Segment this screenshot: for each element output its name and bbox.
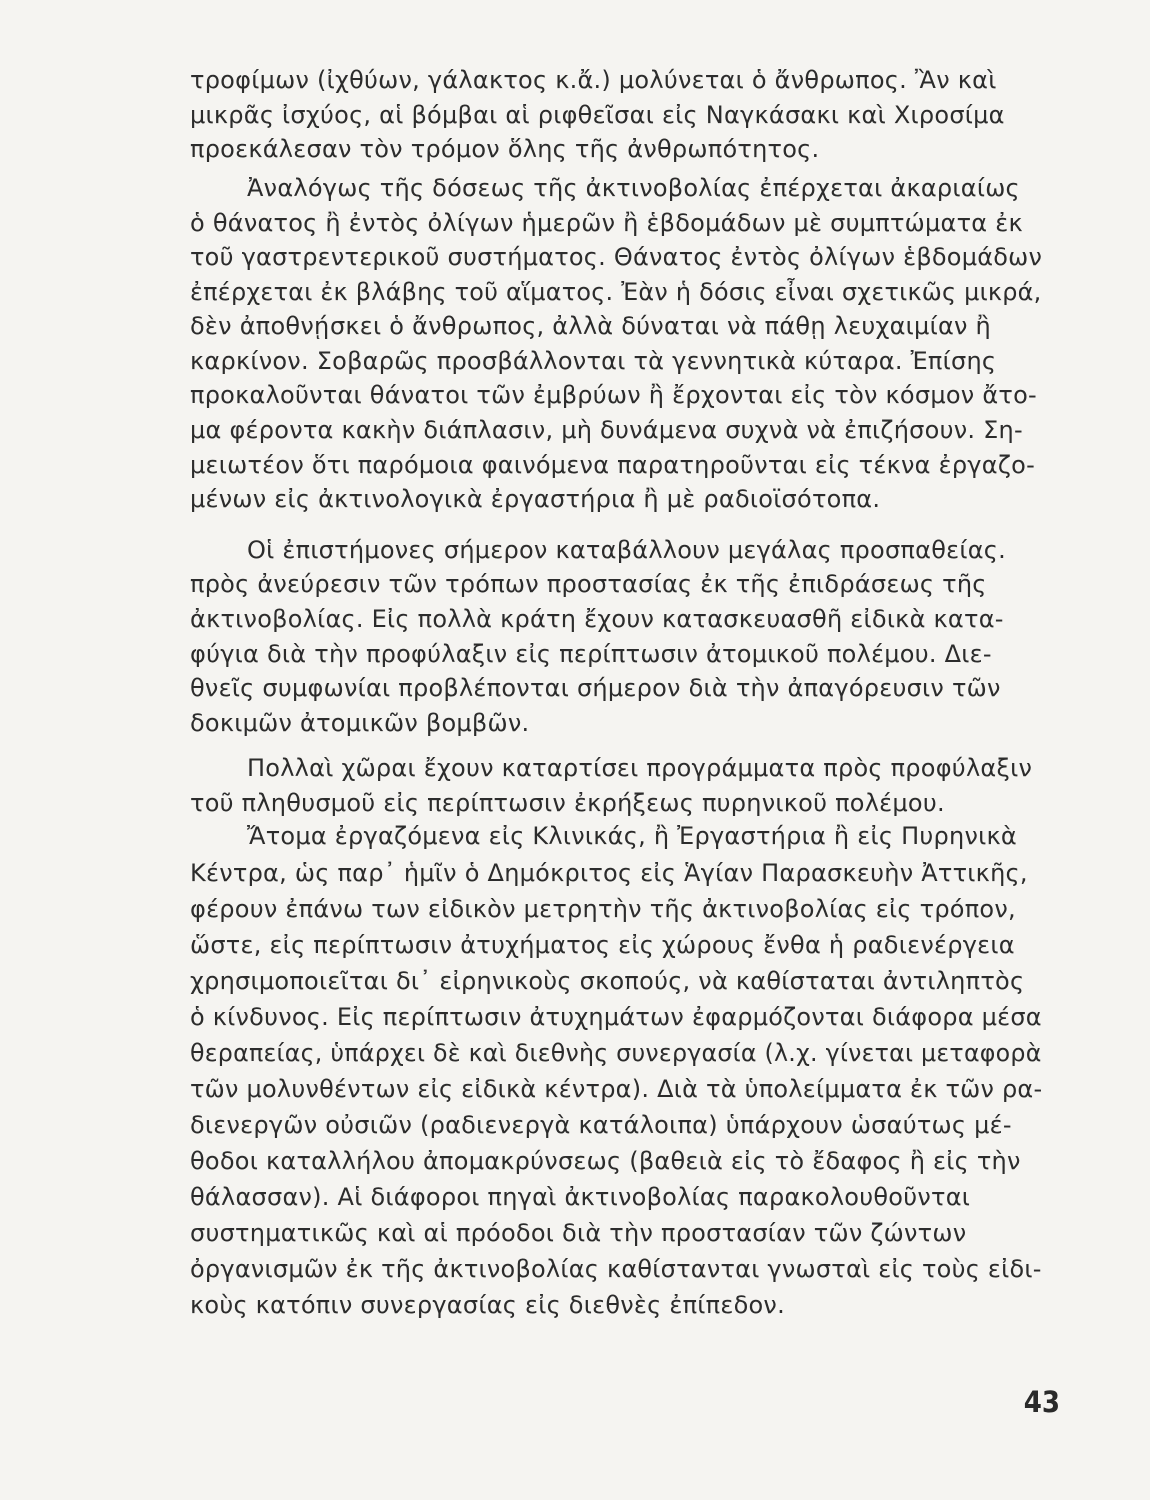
text-line: ὁ κίνδυνος. Εἰς περίπτωσιν ἀτυχημάτων ἐφαρμόζονται διάφορα μέσα	[190, 1003, 1042, 1031]
text-line: Οἱ ἐπιστήμονες σήμερον καταβάλλουν μεγάλας προσπαθείας.	[247, 536, 1007, 564]
text-line: τοῦ πληθυσμοῦ εἰς περίπτωσιν ἐκρήξεως πυρηνικοῦ πολέμου.	[190, 789, 945, 817]
text-line: ὥστε, εἰς περίπτωσιν ἀτυχήματος εἰς χώρους ἔνθα ἡ ραδιενέργεια	[190, 931, 1015, 959]
text-line: μικρᾶς ἰσχύος, αἱ βόμβαι αἱ ριφθεῖσαι εἰς Ναγκάσακι καὶ Χιροσίμα	[190, 101, 1005, 129]
text-line: θνεῖς συμφωνίαι προβλέπονται σήμερον διὰ τὴν ἀπαγόρευσιν τῶν	[190, 674, 1001, 702]
text-line: συστηματικῶς καὶ αἱ πρόοδοι διὰ τὴν προστασίαν τῶν ζώντων	[190, 1219, 967, 1247]
page-number: 43	[1023, 1385, 1060, 1419]
text-line: διενεργῶν οὐσιῶν (ραδιενεργὰ κατάλοιπα) ὑπάρχουν ὡσαύτως μέ-	[190, 1111, 1012, 1139]
text-line: ὁ θάνατος ἢ ἐντὸς ὀλίγων ἡμερῶν ἢ ἑβδομάδων μὲ συμπτώματα ἐκ	[190, 209, 1023, 237]
text-line: πρὸς ἀνεύρεσιν τῶν τρόπων προστασίας ἐκ τῆς ἐπιδράσεως τῆς	[190, 570, 987, 598]
text-line: τοῦ γαστρεντερικοῦ συστήματος. Θάνατος ἐντὸς ὀλίγων ἑβδομάδων	[190, 243, 1043, 271]
text-line: καρκίνον. Σοβαρῶς προσβάλλονται τὰ γεννητικὰ κύταρα. Ἐπίσης	[190, 347, 997, 375]
text-line: Ἀναλόγως τῆς δόσεως τῆς ἀκτινοβολίας ἐπέρχεται ἀκαριαίως	[247, 174, 1020, 202]
text-line: Πολλαὶ χῶραι ἔχουν καταρτίσει προγράμματα πρὸς προφύλαξιν	[247, 754, 1033, 782]
text-line: ὀργανισμῶν ἐκ τῆς ἀκτινοβολίας καθίστανται γνωσταὶ εἰς τοὺς εἰδι-	[190, 1255, 1042, 1283]
text-line: μειωτέον ὅτι παρόμοια φαινόμενα παρατηροῦνται εἰς τέκνα ἐργαζο-	[190, 451, 1035, 479]
text-line: τροφίμων (ἰχθύων, γάλακτος κ.ἄ.) μολύνεται ὁ ἄνθρωπος. Ἂν καὶ	[190, 66, 997, 94]
text-line: χρησιμοποιεῖται δι᾽ εἰρηνικοὺς σκοπούς, νὰ καθίσταται ἀντιληπτὸς	[190, 967, 1025, 995]
text-line: Ἄτομα ἐργαζόμενα εἰς Κλινικάς, ἢ Ἐργαστήρια ἢ εἰς Πυρηνικὰ	[247, 822, 1017, 850]
text-line: τῶν μολυνθέντων εἰς εἰδικὰ κέντρα). Διὰ τὰ ὑπολείμματα ἐκ τῶν ρα-	[190, 1075, 1043, 1103]
text-line: δὲν ἀποθνῄσκει ὁ ἄνθρωπος, ἀλλὰ δύναται νὰ πάθῃ λευχαιμίαν ἢ	[190, 312, 992, 340]
text-line: προκαλοῦνται θάνατοι τῶν ἐμβρύων ἢ ἔρχονται εἰς τὸν κόσμον ἄτο-	[190, 381, 1037, 409]
text-line: μα φέροντα κακὴν διάπλασιν, μὴ δυνάμενα συχνὰ νὰ ἐπιζήσουν. Ση-	[190, 416, 1023, 444]
text-line: θεραπείας, ὑπάρχει δὲ καὶ διεθνὴς συνεργασία (λ.χ. γίνεται μεταφορὰ	[190, 1039, 1042, 1067]
text-line: θάλασσαν). Αἱ διάφοροι πηγαὶ ἀκτινοβολίας παρακολουθοῦνται	[190, 1183, 971, 1211]
text-line: θοδοι καταλλήλου ἀπομακρύνσεως (βαθειὰ εἰς τὸ ἔδαφος ἢ εἰς τὴν	[190, 1147, 1021, 1175]
text-line: ἐπέρχεται ἐκ βλάβης τοῦ αἵματος. Ἐὰν ἡ δόσις εἶναι σχετικῶς μικρά,	[190, 278, 1042, 306]
text-line: Κέντρα, ὡς παρ᾽ ἡμῖν ὁ Δημόκριτος εἰς Ἁγίαν Παρασκευὴν Ἀττικῆς,	[190, 859, 1028, 887]
text-line: κοὺς κατόπιν συνεργασίας εἰς διεθνὲς ἐπίπεδον.	[190, 1291, 785, 1319]
text-line: δοκιμῶν ἀτομικῶν βομβῶν.	[190, 709, 530, 737]
text-line: φέρουν ἐπάνω των εἰδικὸν μετρητὴν τῆς ἀκτινοβολίας εἰς τρόπον,	[190, 895, 1016, 923]
text-line: μένων εἰς ἀκτινολογικὰ ἐργαστήρια ἢ μὲ ραδιοϊσότοπα.	[190, 485, 881, 513]
text-line: ἀκτινοβολίας. Εἰς πολλὰ κράτη ἔχουν κατασκευασθῆ εἰδικὰ κατα-	[190, 605, 1004, 633]
text-line: προεκάλεσαν τὸν τρόμον ὅλης τῆς ἀνθρωπότητος.	[190, 135, 820, 163]
text-line: φύγια διὰ τὴν προφύλαξιν εἰς περίπτωσιν ἀτομικοῦ πολέμου. Διε-	[190, 640, 992, 668]
